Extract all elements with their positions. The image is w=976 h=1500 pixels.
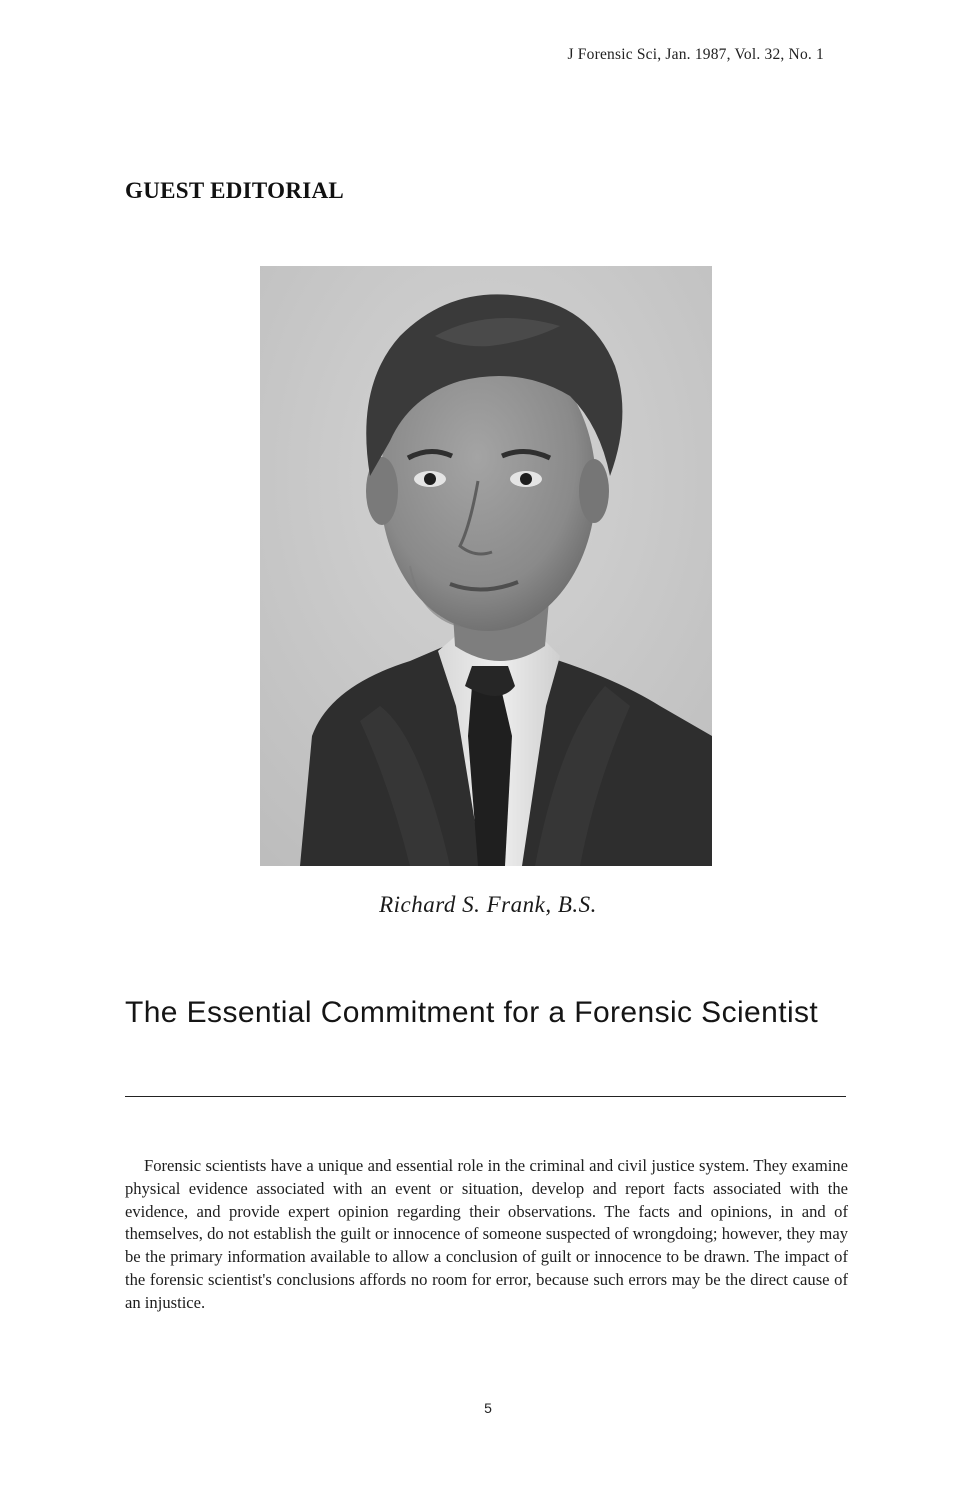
page-number: 5 bbox=[484, 1400, 492, 1416]
article-paragraph: Forensic scientists have a unique and essential role in the criminal and civil justice system. They examine physical evidence associated with an event or situation, develop and report facts associated with the evidence, and provide expert opinion regarding their observations. The facts and opinions, in and of themselves, do not establish the guilt or innocence of someone suspected of wrongdoing; however, they may be the primary information available to allow a conclusion of guilt or innocence to be drawn. The impact of the forensic scientist's conclusions affords no room for error, because such errors may be the direct cause of an injustice. bbox=[125, 1156, 848, 1312]
running-head: J Forensic Sci, Jan. 1987, Vol. 32, No. 1 bbox=[567, 46, 824, 63]
article-title: The Essential Commitment for a Forensic Scientist bbox=[125, 996, 819, 1029]
section-label: GUEST EDITORIAL bbox=[125, 178, 345, 203]
title-divider bbox=[125, 1096, 846, 1097]
author-portrait bbox=[260, 266, 712, 866]
ear-right bbox=[579, 459, 609, 523]
pupil-left bbox=[424, 473, 436, 485]
portrait-caption: Richard S. Frank, B.S. bbox=[379, 892, 597, 917]
pupil-right bbox=[520, 473, 532, 485]
portrait-photo bbox=[260, 266, 712, 866]
